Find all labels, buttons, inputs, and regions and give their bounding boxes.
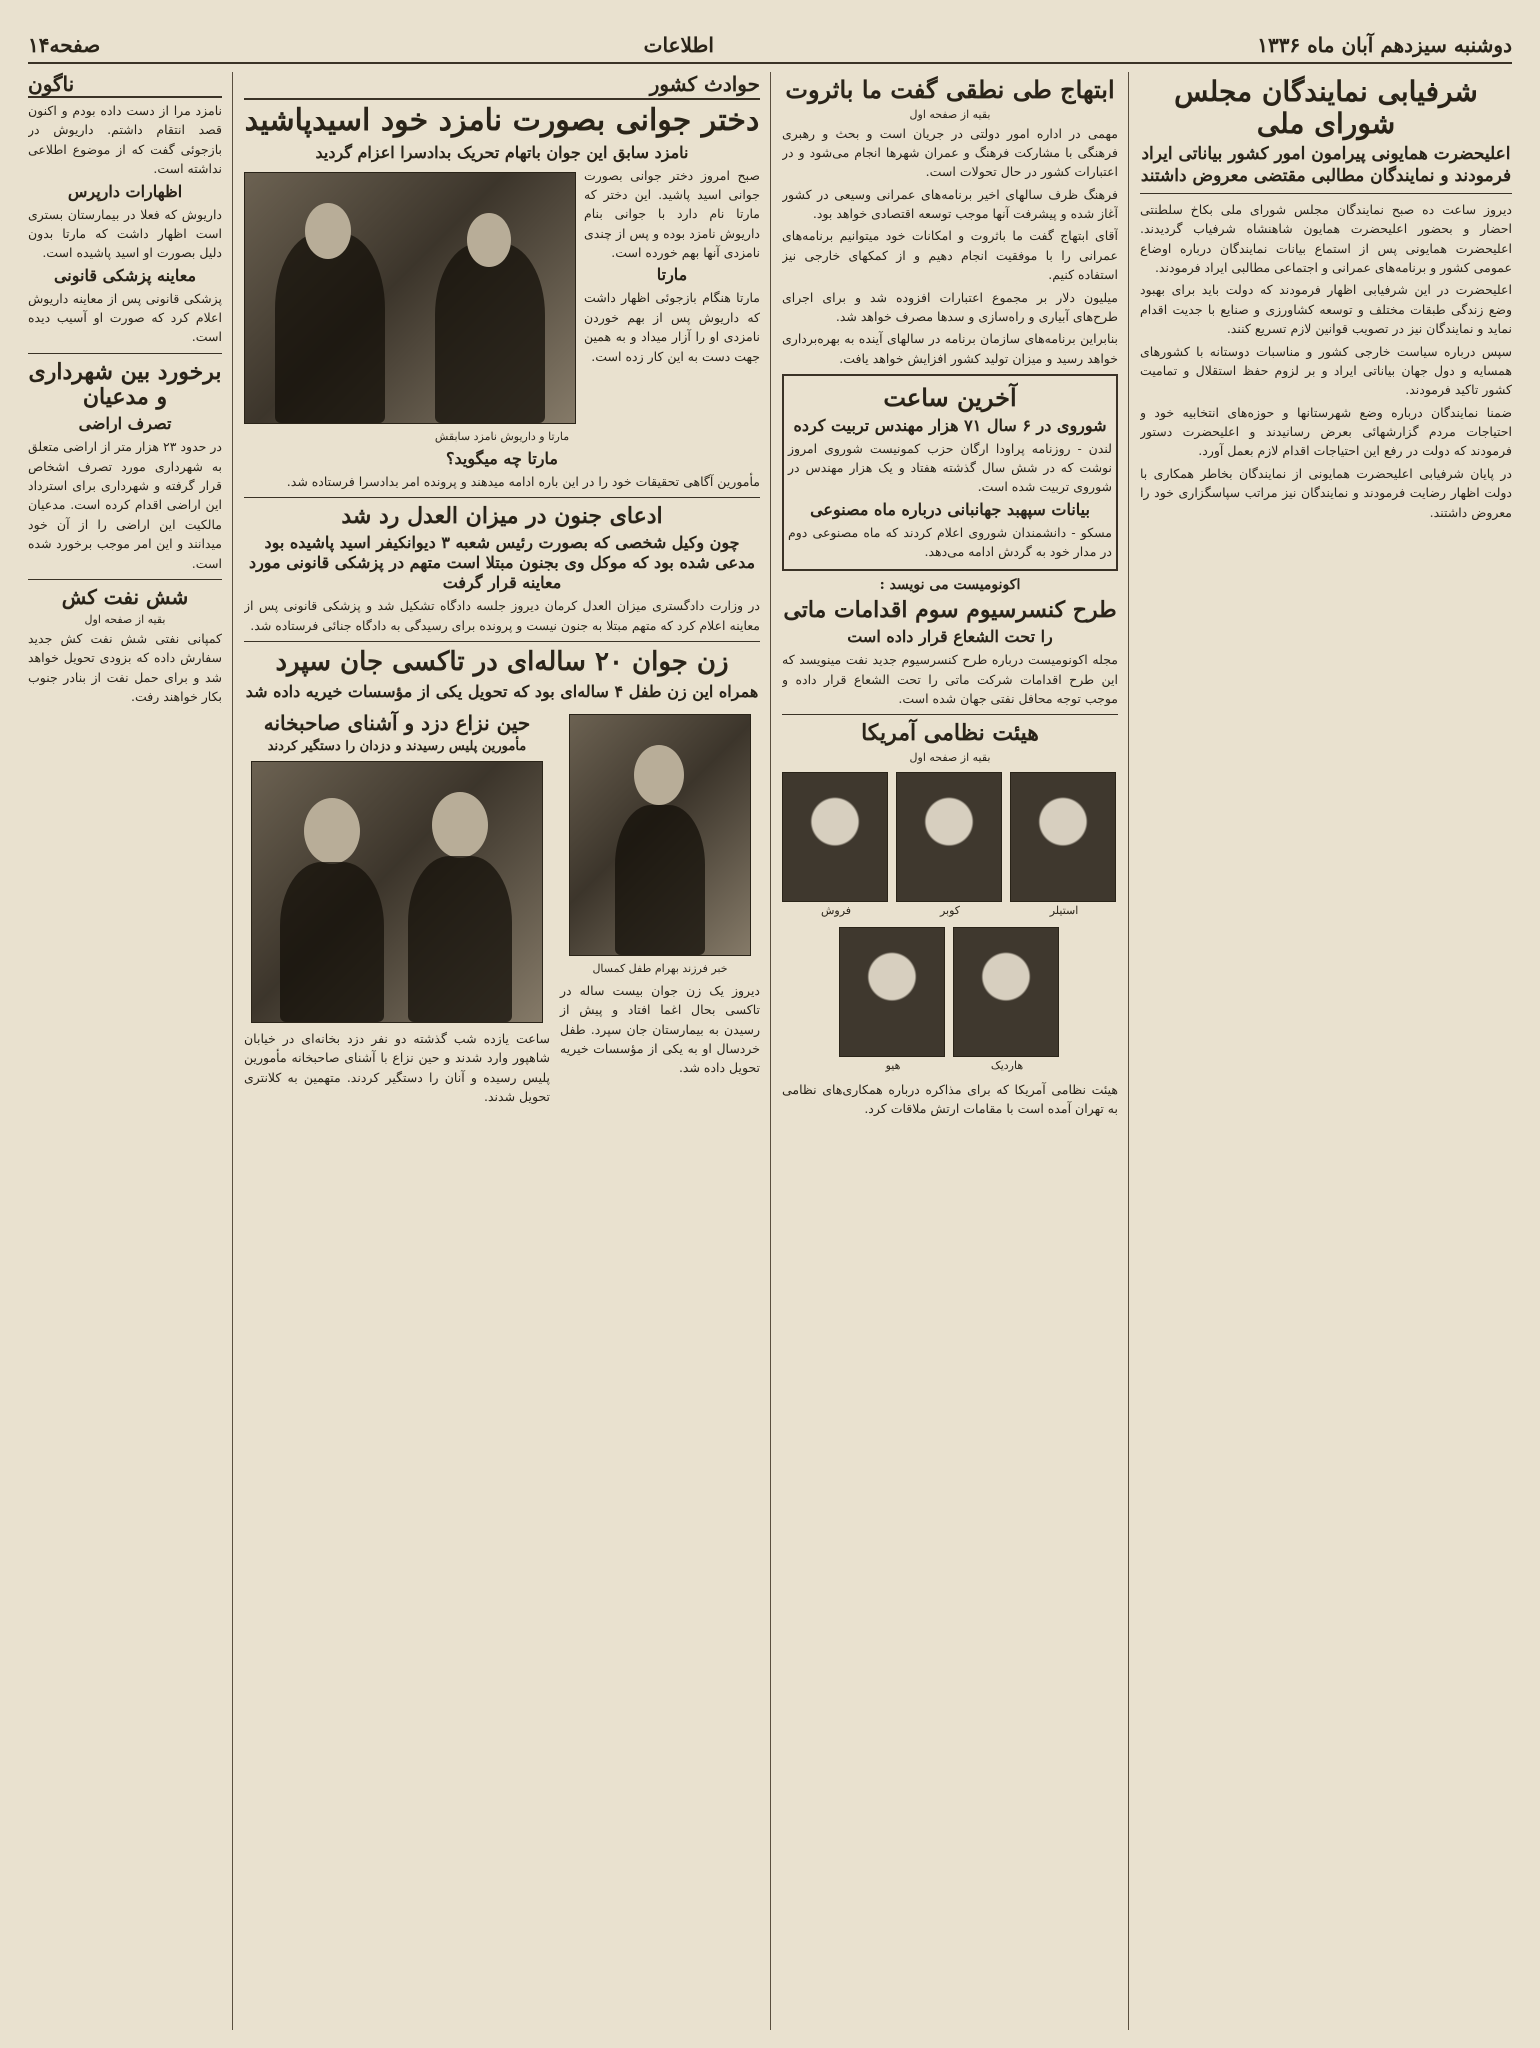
article-text: آقای ابتهاج گفت ما باثروت و امکانات خود میتوانیم برنامه‌های عمرانی را با موفقیت انجام دهیم و از کمکهای خارجی نیز استفاده کنیم. xyxy=(782,228,1118,283)
satellite-headline: بیانات سپهبد جهانبانی درباره ماه مصنوعی xyxy=(810,499,1090,519)
article-text: میلیون دلار بر مجموع اعتبارات افزوده شد و برای اجرای طرح‌های آبیاری و راه‌سازی و سدها مصرف خواهد شد. xyxy=(782,289,1118,324)
page-number: صفحه۱۴ xyxy=(28,33,101,57)
column-rule xyxy=(1128,72,1129,2030)
portrait xyxy=(784,772,888,917)
portrait-photo xyxy=(896,772,1002,902)
subhead-burglary: مأمورین پلیس رسیدند و دزدان را دستگیر کردند xyxy=(267,738,527,754)
headline-burglary: حین نزاع دزد و آشنای صاحبخانه xyxy=(263,710,531,735)
portrait-name: هاردیک xyxy=(990,1058,1024,1072)
continued-note: بقیه از صفحه اول xyxy=(909,107,991,121)
article-text: پزشکی قانونی پس از معاینه داریوش اعلام کرد که صورت او آسیب دیده است. xyxy=(28,290,222,345)
portrait-gallery xyxy=(782,772,1118,1072)
latest-news-box xyxy=(782,374,1118,570)
burglary-story xyxy=(244,708,550,1110)
column-rule xyxy=(770,72,771,2030)
column-shah-audience xyxy=(1140,72,1512,2030)
article-text: مسکو - دانشمندان شوروی اعلام کردند که ماه مصنوعی دوم در مدار خود به گردش ادامه می‌دهد. xyxy=(788,524,1112,560)
article-text: بنابراین برنامه‌های سازمان برنامه در سالهای آینده به بهره‌برداری خواهد رسید و میزان تولید کشور افزایش خواهد یافت. xyxy=(782,331,1118,366)
subhead-audience: اعلیحضرت همایونی پیرامون امور کشور بیاناتی ایراد فرمودند و نمایندگان مطالبی مقتضی معروض داشتند xyxy=(1140,144,1512,186)
issue-date: دوشنبه سیزدهم آبان ماه ۱۳۳۶ xyxy=(1257,33,1512,57)
article-text: مأمورین آگاهی تحقیقات خود را در این باره ادامه میدهند و پرونده امر بدادسرا فرستاده شد. xyxy=(286,473,760,489)
column-misc xyxy=(28,72,222,2030)
section-banner xyxy=(244,72,760,100)
article-text: ضمنا نمایندگان درباره وضع شهرستانها و حوزه‌های انتخابیه خود و احتیاجات مردم گزارشهائی بعرض رسانیدند و اعلیحضرت دستور فرمودند که دولت در رفع این احتیاجات اقدام لازم بعمل آورد. xyxy=(1140,404,1512,459)
article-text: لندن - روزنامه پراودا ارگان حزب کمونیست شوروی امروز نوشت که در شش سال گذشته هفتاد و یک هزار مهندس در شوروی تربیت شده است. xyxy=(788,440,1112,495)
article-text: اعلیحضرت در این شرفیابی اظهار فرمودند که دولت باید برای بهبود وضع زندگی طبقات مختلف و توسعه کشاورزی و صنایع با جدیت اقدام نماید و نمایندگان نیز در تصویب قوانین لازم تسریع کنند. xyxy=(1140,282,1512,337)
subhead-acid: نامزد سابق این جوان باتهام تحریک بدادسرا اعزام گردید xyxy=(315,142,689,162)
consortium-headline: طرح کنسرسیوم سوم اقدامات ماتی xyxy=(783,597,1117,624)
continued-note: بقیه از صفحه اول xyxy=(84,612,166,626)
economist-label: اکونومیست می نویسد : xyxy=(879,576,1021,593)
article-text: دیروز یک زن جوان بیست ساله در تاکسی بحال اغما افتاد و پیش از رسیدن به بیمارستان جان سپرد. طفل خردسال او به یکی از مؤسسات خیریه تحویل داده شد. xyxy=(560,982,760,1076)
consortium-subhead: را تحت الشعاع قرار داده است xyxy=(847,627,1053,647)
photo-caption: مارتا و داریوش نامزد سابقش xyxy=(434,429,570,443)
headline-audience: شرفیابی نمایندگان مجلس شورای ملی xyxy=(1174,75,1478,141)
article-text: مارتا هنگام بازجوئی اظهار داشت که داریوش پس از بهم خوردن نامزدی او را آزار میداد و به همین جهت دست به این کار زده است. xyxy=(584,290,760,364)
article-text: در حدود ۲۳ هزار متر از اراضی متعلق به شهرداری مورد تصرف اشخاص قرار گرفته و شهرداری برای استرداد این اراضی اقدام کرده است. مدعیان مالکیت این اراضی را از آن خود میدانند و این امر موجب برخورد شده است. xyxy=(28,439,222,571)
child-photo xyxy=(569,714,751,956)
article-text: فرهنگ ظرف سالهای اخیر برنامه‌های عمرانی وسیعی در کشور آغاز شده و پیشرفت آنها موجب توسعه اقتصادی خواهد بود. xyxy=(782,186,1118,222)
portrait xyxy=(898,772,1002,917)
section-title: حوادث کشور xyxy=(649,72,760,96)
taxi-story xyxy=(560,708,760,1110)
article-text: کمپانی نفتی شش نفت کش جدید سفارش داده که بزودی تحویل خواهد شد و برای حمل نفت از بنادر جنوب بکار خواهند رفت. xyxy=(28,630,222,705)
headline-acid: دختر جوانی بصورت نامزد خود اسیدپاشید xyxy=(244,103,760,138)
heading-medical: معاینه پزشکی قانونی xyxy=(53,265,197,285)
portrait xyxy=(955,927,1059,1072)
article-text: ساعت یازده شب گذشته دو نفر دزد بخانه‌ای در خیابان شاهپور وارد شدند و حین نزاع با آشنای صاحبخانه مأمورین پلیس رسیده و آنان را دستگیر کردند. متهمین به کلانتری تحویل شدند. xyxy=(244,1031,550,1105)
portrait-photo xyxy=(953,927,1059,1057)
marta-says-title: مارتا چه میگوید؟ xyxy=(446,448,558,468)
us-mission-headline: هیئت نظامی آمریکا xyxy=(861,720,1039,747)
portrait-name: استیلر xyxy=(1049,903,1079,917)
article-text: داریوش که فعلا در بیمارستان بستری است اظهار داشت که مارتا بدون دلیل بصورت او اسید پاشیده است. xyxy=(28,206,222,261)
headline-taxi-death: زن جوان ۲۰ ساله‌ای در تاکسی جان سپرد xyxy=(275,646,729,677)
headline-tankers: شش نفت کش xyxy=(61,584,189,609)
continued-note: بقیه از صفحه اول xyxy=(909,750,991,764)
lower-stories xyxy=(244,708,760,1110)
portrait-photo xyxy=(839,927,945,1057)
soviet-engineers-headline: شوروی در ۶ سال ۷۱ هزار مهندس تربیت کرده xyxy=(793,415,1107,435)
headline-ebtehaj: ابتهاج طی نطقی گفت ما باثروت xyxy=(785,75,1115,104)
article-text: مجله اکونومیست درباره طرح کنسرسیوم جدید نفت مینویسد که این طرح اقدامات شرکت ماتی را تحت الشعاع قرار داده و موجب توجه محافل نفتی جهان شده است. xyxy=(782,652,1118,707)
article-text: نامزد مرا از دست داده بودم و اکنون قصد انتقام داشتم. داریوش در بازجوئی گفت که از موضوع اطلاعی نداشته است. xyxy=(28,103,222,177)
article-text: صبح امروز دختر جوانی بصورت جوانی اسید پاشید. این دختر که مارتا نام دارد با جوانی بنام داریوش نامزد بوده و پس از چندی نامزدی آنها بهم خورده است. xyxy=(584,167,760,260)
portrait xyxy=(1012,772,1116,917)
column-rule xyxy=(232,72,233,2030)
subhead-insanity-claim: چون وکیل شخصی که بصورت رئیس شعبه ۳ دیوانکیفر اسید پاشیده بود مدعی شده بود که موکل وی بجنون مبتلا است متهم در پزشکی قانونی مورد معاینه قرار گرفت xyxy=(248,533,756,593)
portrait xyxy=(841,927,945,1072)
column-incidents xyxy=(244,72,760,2030)
subhead-land: تصرف اراضی xyxy=(78,414,172,434)
section-title-cont: ناگون xyxy=(28,72,222,98)
portrait-name: کوبر xyxy=(939,903,961,917)
suspects-photo xyxy=(251,761,543,1023)
heading-statements: اظهارات دارپرس xyxy=(67,181,183,201)
article-text: دیروز ساعت ده صبح نمایندگان مجلس شورای ملی بکاخ سلطنتی احضار و بحضور اعلیحضرت همایون شاهنشاه شرفیاب گردیدند. اعلیحضرت همایونی پس از استماع بیانات نمایندگان درباره اوضاع عمومی کشور و برنامه‌های عمرانی و اجتماعی مطالبی ایراد فرمودند. xyxy=(1140,201,1512,275)
portrait-photo xyxy=(782,772,888,902)
portrait-name: هیو xyxy=(885,1058,901,1072)
headline-insanity-claim: ادعای جنون در میزان العدل رد شد xyxy=(341,502,663,529)
article-text: سپس درباره سیاست خارجی کشور و مناسبات دوستانه با کشورهای همسایه و دول جهان بیاناتی ایراد و بر لزوم حفظ استقلال و تمامیت کشور تاکید فرمودند. xyxy=(1140,343,1512,398)
article-text: در پایان شرفیابی اعلیحضرت همایونی از نمایندگان بخاطر همکاری با دولت اظهار رضایت فرمودند و نمایندگان نیز مراتب سپاسگزاری خود را معروض داشتند. xyxy=(1140,465,1512,520)
article-text: مهمی در اداره امور دولتی در جریان است و بحث و رهبری فرهنگی با مشارکت فرهنگ و عمران شهرها انجام می‌شود و در اعتبارات کشور در حال تحولات است. xyxy=(782,125,1118,180)
page-header xyxy=(28,28,1512,64)
article-text: هیئت نظامی آمریکا که برای مذاکره درباره همکاری‌های نظامی به تهران آمده است با مقامات ارتش ملاقات کرد. xyxy=(782,1081,1118,1117)
portrait-name: فروش xyxy=(820,903,852,917)
marta-box-title: مارتا xyxy=(656,265,688,285)
photo-caption: خبر فرزند بهرام طفل کمسال xyxy=(592,961,728,975)
headline-municipality: برخورد بین شهرداری و مدعیان xyxy=(28,358,222,411)
subhead-taxi-death: همراه این زن طفل ۴ ساله‌ای بود که تحویل یکی از مؤسسات خیریه داده شد xyxy=(245,681,759,701)
paper-name: اطلاعات xyxy=(643,33,714,57)
portrait-photo xyxy=(1010,772,1116,902)
column-ebtehaj xyxy=(782,72,1118,2030)
article-text: در وزارت دادگستری میزان العدل کرمان دیروز جلسه دادگاه تشکیل شد و پزشکی قانونی پس از معاینه اعلام کرد که متهم مبتلا به جنون نیست و پرونده برای رسیدگی به دادگاه جنائی فرستاده شد. xyxy=(244,598,760,633)
latest-news-title: آخرین ساعت xyxy=(883,383,1017,413)
couple-photo xyxy=(244,172,576,424)
